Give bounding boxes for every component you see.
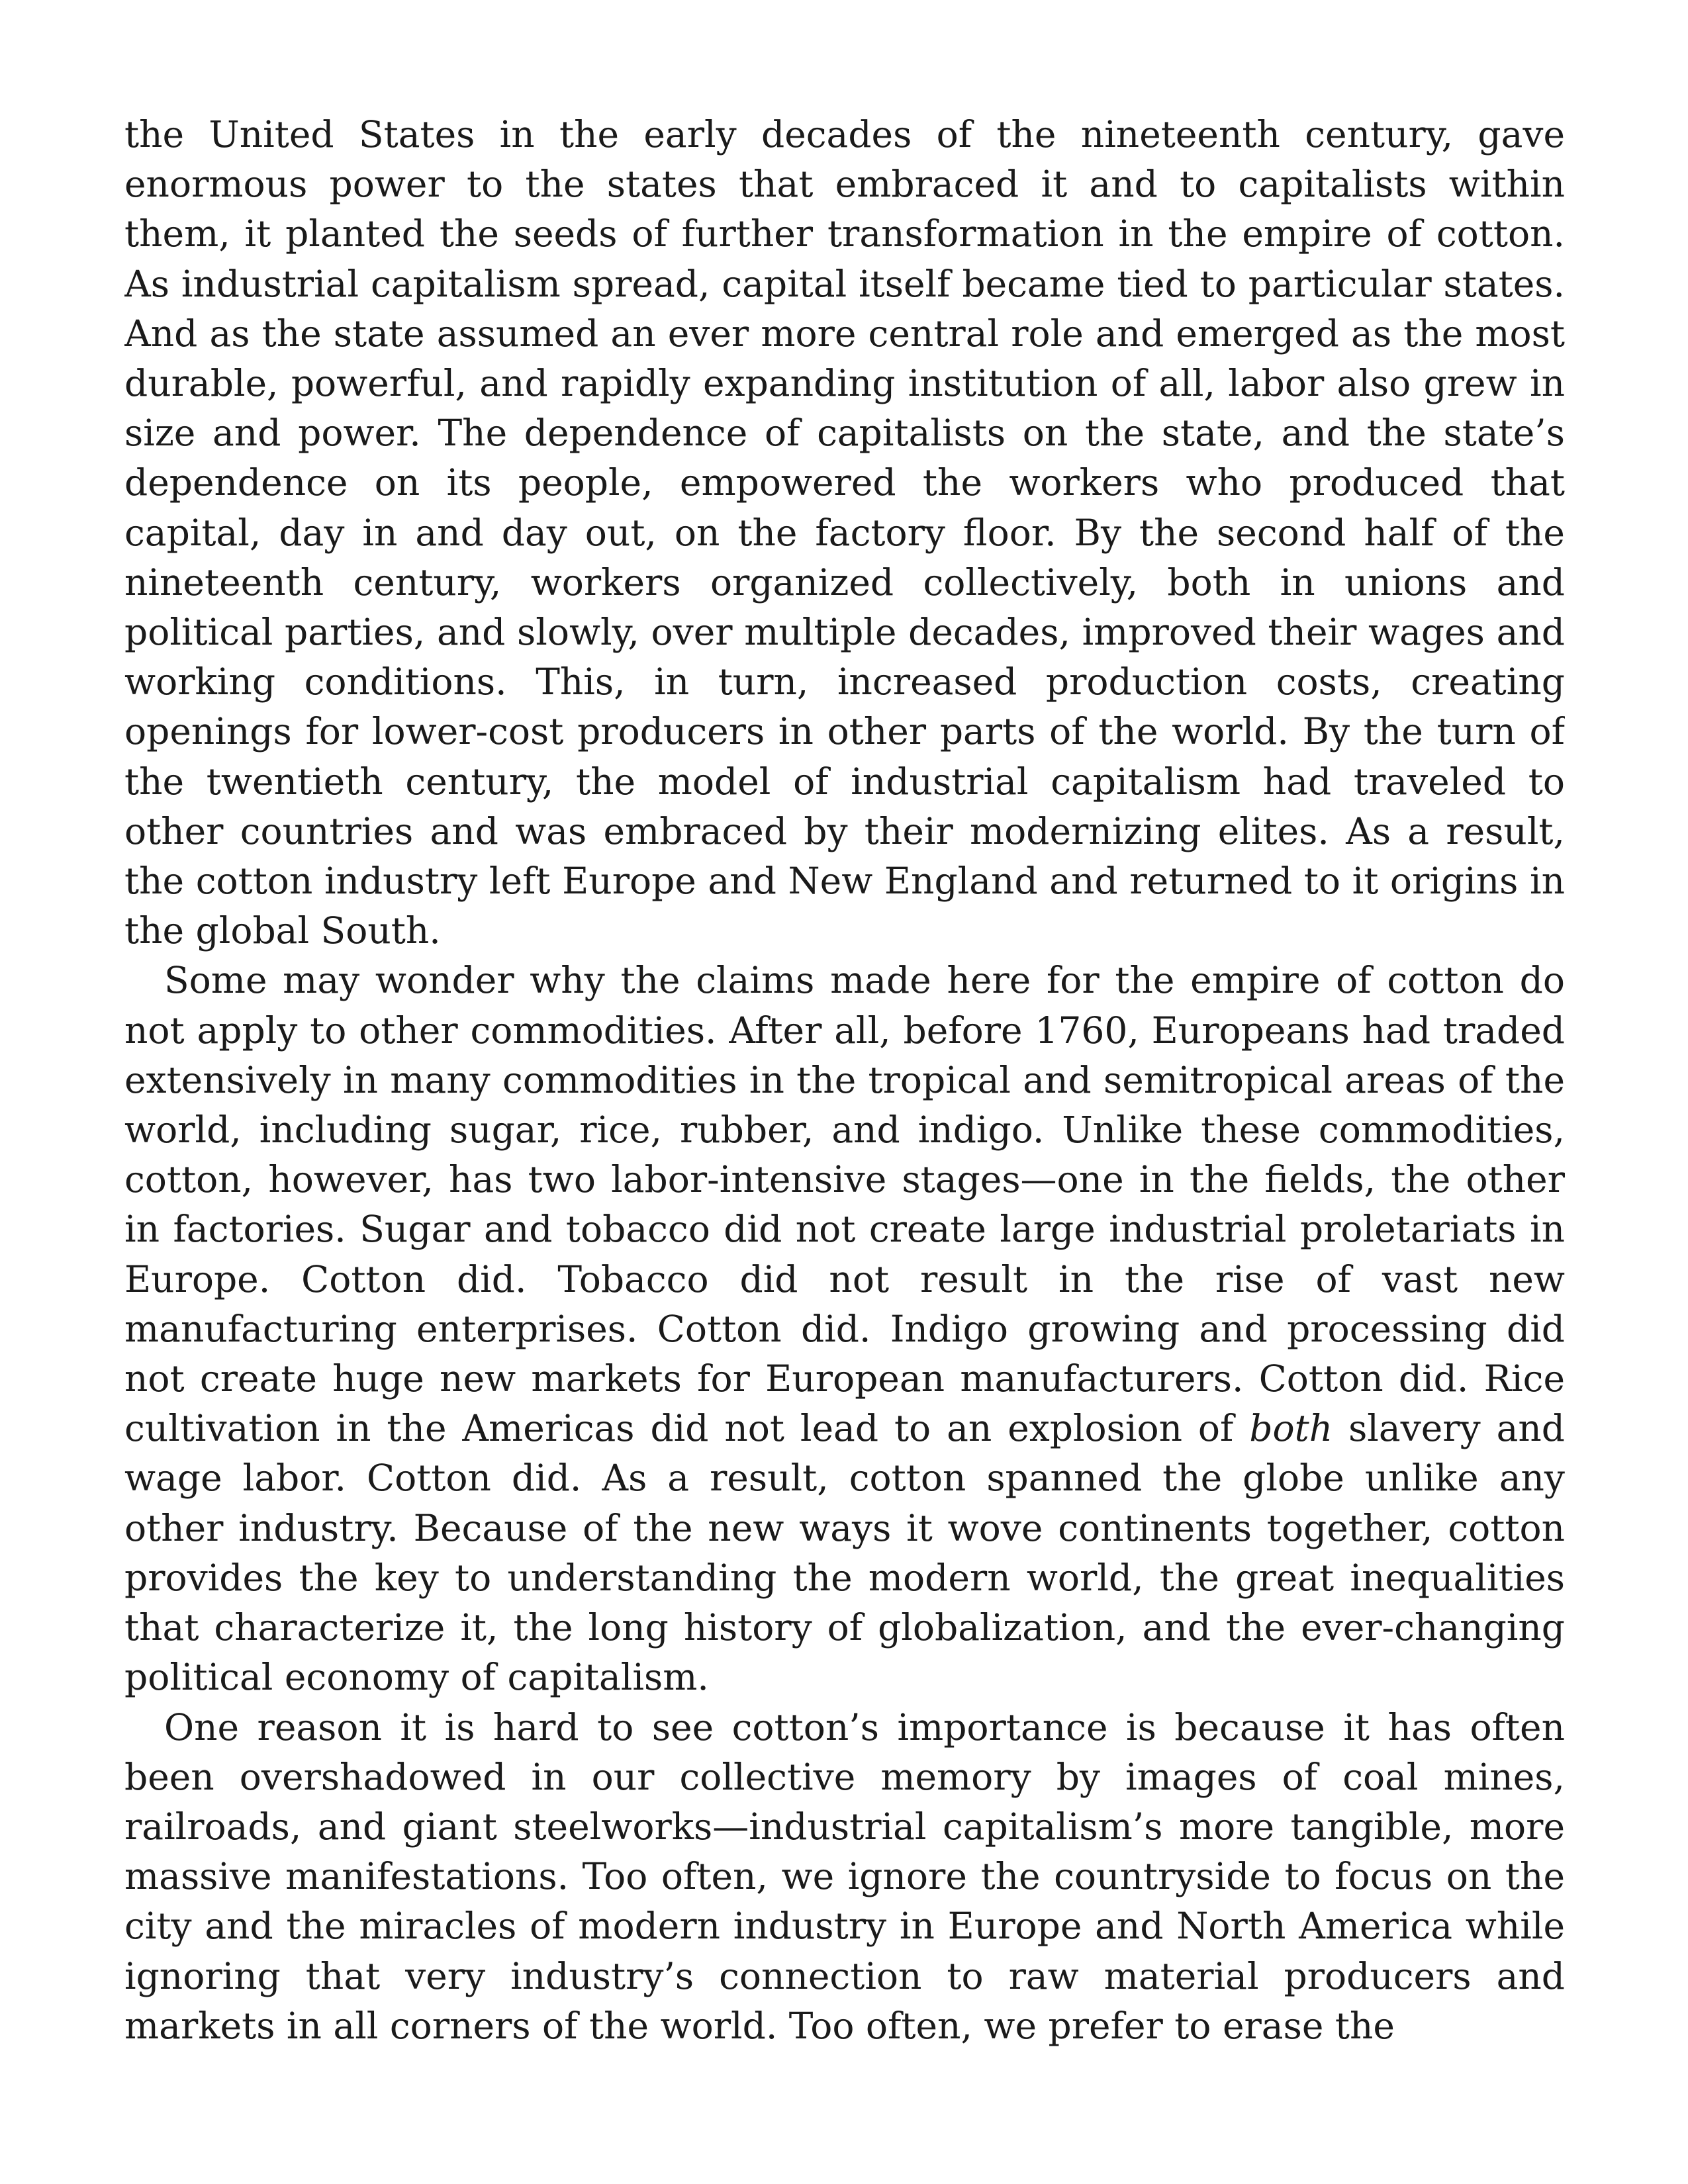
book-page: [124, 110, 1565, 2095]
paragraph-1: the United States in the early decades of the nineteenth century, gave enormous power to the states that embraced it and to capitalists within them, it planted the seeds of further transformation in the empire of cotton. As industrial capitalism spread, capital itself became tied to particular states. And as the state assumed an ever more central role and emerged as the most durable, powerful, and rapidly expanding institution of all, labor also grew in size and power. The dependence of capitalists on the state, and the state’s dependence on its people, empowered the workers who produced that capital, day in and day out, on the factory floor. By the second half of the nineteenth century, workers organized collectively, both in unions and political parties, and slowly, over multiple decades, improved their wages and working conditions. This, in turn, increased production costs, creating openings for lower-cost producers in other parts of the world. By the turn of the twentieth century, the model of industrial capitalism had traveled to other countries and was embraced by their modernizing elites. As a result, the cotton industry left Europe and New England and returned to it origins in the global South.: [124, 113, 1565, 952]
paragraph-2-text-a: Some may wonder why the claims made here for the empire of cotton do not apply to other commodities. After all, before 1760, Europeans had traded extensively in many commodities in the tropical and semitropical areas of the world, including sugar, rice, rubber, and indigo. Unlike these commodities, cotton, however, has two labor-intensive stages—one in the fields, the other in factories. Sugar and tobacco did not create large industrial proletariats in Europe. Cotton did. Tobacco did not result in the rise of vast new manufacturing enterprises. Cotton did. Indigo growing and processing did not create huge new markets for European manufacturers. Cotton did. Rice cultivation in the Americas did not lead to an explosion of: [124, 959, 1565, 1450]
paragraph-2-text-b: slavery and wage labor. Cotton did. As a result, cotton spanned the globe unlike any other industry. Because of the new ways it wove continents together, cotton provides the key to understanding the modern world, the great inequalities that characterize it, the long history of globalization, and the ever-changing political economy of capitalism.: [124, 1407, 1565, 1699]
paragraph-3: One reason it is hard to see cotton’s importance is because it has often been overshadowed in our collective memory by images of coal mines, railroads, and giant steelworks—industrial capitalism’s more tangible, more massive manifestations. Too often, we ignore the countryside to focus on the city and the miracles of modern industry in Europe and North America while ignoring that very industry’s connection to raw material producers and markets in all corners of the world. Too often, we prefer to erase the: [124, 1706, 1565, 2047]
paragraph-2: [124, 956, 1565, 1702]
emphasis-both: both: [1249, 1407, 1333, 1450]
